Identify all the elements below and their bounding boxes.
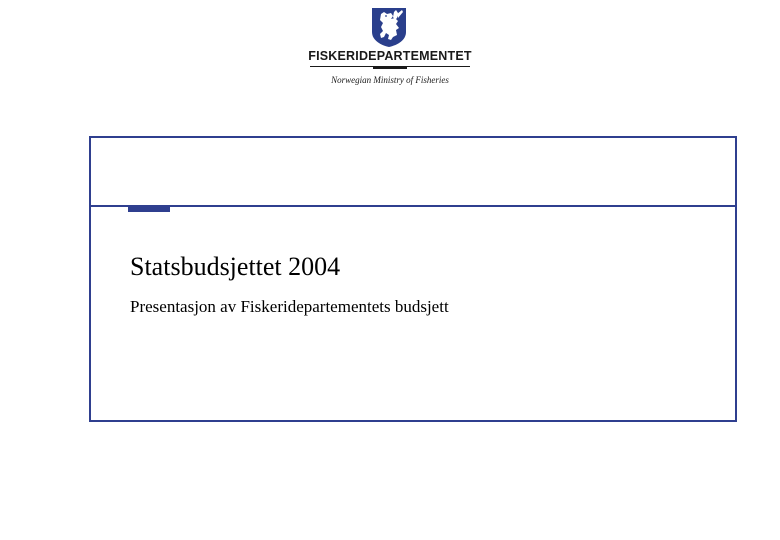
slide-title: Statsbudsjettet 2004	[130, 252, 341, 281]
slide-subtitle: Presentasjon av Fiskeridepartementets budsjett	[130, 297, 449, 316]
accent-bar	[128, 207, 170, 212]
frame-divider	[89, 205, 737, 207]
ministry-name: FISKERIDEPARTEMENTET	[308, 49, 472, 63]
ministry-subtitle: Norwegian Ministry of Fisheries	[331, 75, 449, 85]
norwegian-lion-coat-of-arms-icon	[369, 6, 409, 48]
logo-underline-mark	[373, 67, 407, 69]
